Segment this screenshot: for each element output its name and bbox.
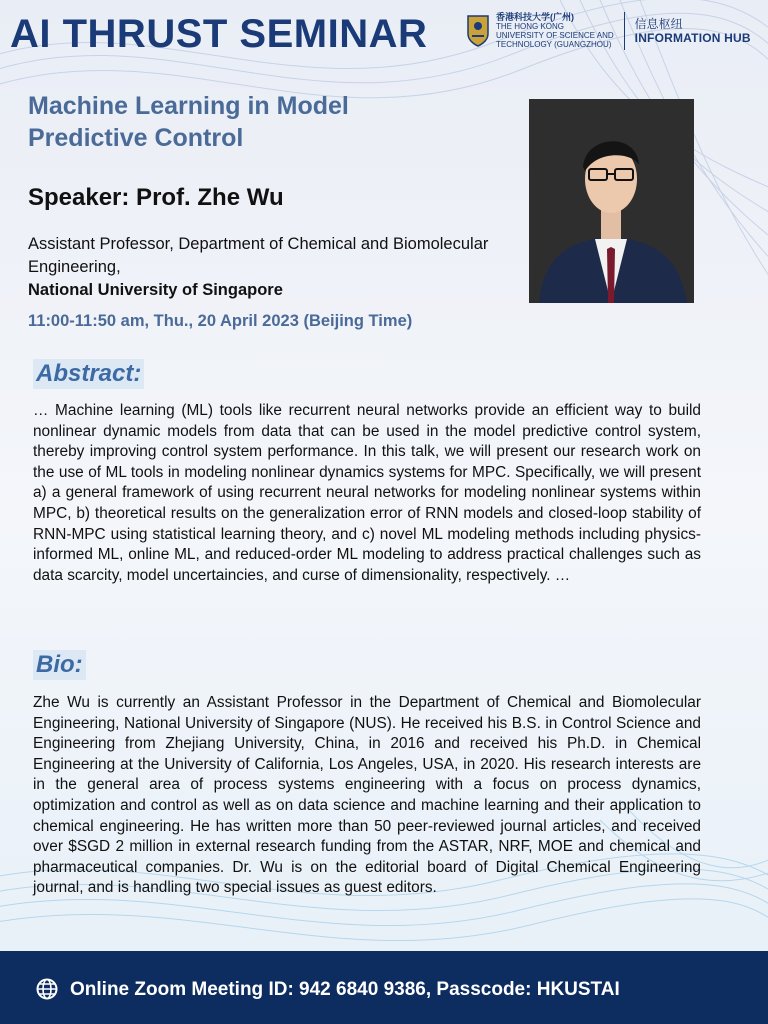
talk-title: Machine Learning in Model Predictive Control (28, 92, 349, 152)
speaker-institution: National University of Singapore (28, 281, 283, 299)
speaker-name: Speaker: Prof. Zhe Wu (28, 184, 284, 211)
speaker-photo (529, 99, 694, 303)
university-name-cn: 香港科技大学(广州) (496, 12, 574, 22)
hub-name-cn: 信息枢纽 (634, 17, 683, 31)
university-logo (466, 12, 751, 50)
footer-bar (0, 951, 768, 1024)
university-name-en-1: THE HONG KONG (496, 22, 565, 31)
crest-icon (466, 14, 490, 48)
zoom-meeting-info: Online Zoom Meeting ID: 942 6840 9386, Passcode: HKUSTAI (70, 979, 620, 1000)
seminar-series-title: AI THRUST SEMINAR (10, 12, 428, 56)
speaker-position: Assistant Professor, Department of Chemical and Biomolecular Engineering, (28, 235, 489, 276)
university-name-en-2: UNIVERSITY OF SCIENCE AND (496, 31, 614, 40)
talk-time: 11:00-11:50 am, Thu., 20 April 2023 (Beijing Time) (28, 312, 413, 330)
abstract-heading: Abstract: (33, 359, 144, 389)
logo-divider (624, 12, 625, 50)
globe-icon (36, 978, 58, 1000)
abstract-text: … Machine learning (ML) tools like recurrent neural networks provide an efficient way to build nonlinear dynamic models from data that can be used in the model predictive control system, thereby improving control system performance. In this talk, we will present our research work on the use of ML tools in modeling nonlinear dynamics systems for MPC. Specifically, we will present a) a general framework of using recurrent neural networks for modeling nonlinear systems within MPC, b) theoretical results on the generalization error of RNN models and closed-loop stability of RNN-MPC using statistical learning theory, and c) novel ML modeling methods including physics-informed ML, online ML, and reduced-order ML modeling to address practical challenges such as data scarcity, model uncertaincies, and curse of dimensionality, respectively. … (33, 402, 701, 584)
university-name-en-3: TECHNOLOGY (GUANGZHOU) (496, 40, 612, 49)
speaker-affiliation (28, 233, 508, 302)
bio-text: Zhe Wu is currently an Assistant Professor in the Department of Chemical and Biomolecular Engineering, National University of Singapore (NUS). He received his B.S. in Control Science and Engineering from Zhejiang University, China, in 2016 and received his Ph.D. in Chemical Engineering at the University of California, Los Angeles, USA, in 2020. His research interests are in the general area of process systems engineering with a focus on process dynamics, optimization and control as well as on data science and machine learning and their application to chemical engineering. He has written more than 50 peer-reviewed journal articles, and received over $SGD 2 million in external research funding from the ASTAR, NRF, MOE and chemical and pharmaceutical companies. Dr. Wu is on the editorial board of Digital Chemical Engineering journal, and is handling two special issues as guest editors. (33, 694, 701, 897)
hub-name-en: INFORMATION HUB (634, 31, 751, 45)
bio-heading: Bio: (33, 650, 86, 680)
